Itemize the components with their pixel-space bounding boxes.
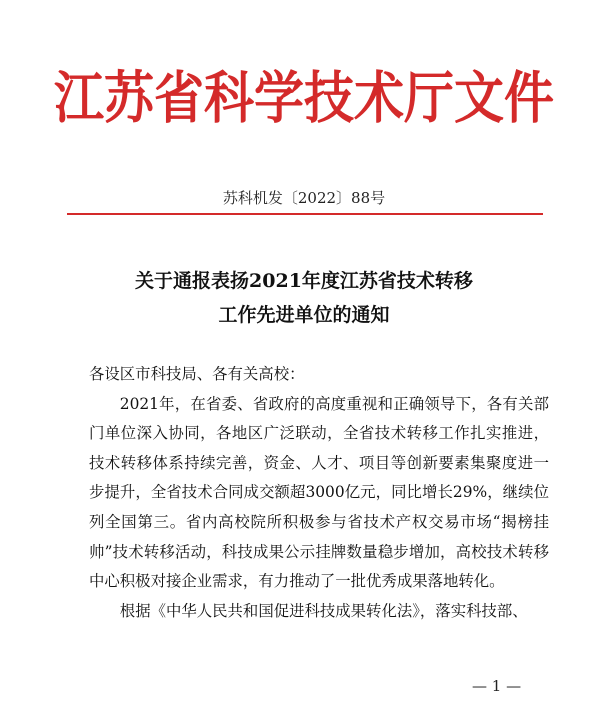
- notice-title-line-2: 工作先进单位的通知: [218, 304, 390, 326]
- red-divider-line: [67, 213, 543, 215]
- document-header-title: 江苏省科学技术厅文件: [54, 65, 554, 132]
- document-number: 苏科机发〔2022〕88号: [222, 189, 386, 207]
- page-number: — 1 —: [472, 677, 522, 695]
- notice-title: [0, 264, 608, 332]
- body-paragraph-2: 根据《中华人民共和国促进科技成果转化法》，落实科技部、: [119, 601, 528, 620]
- notice-title-line-1: 关于通报表扬2021年度江苏省技术转移: [135, 270, 473, 292]
- body-paragraph-1: 2021年，在省委、省政府的高度重视和正确领导下，各有关部门单位深入协同，各地区广泛联动，全省技术转移工作扎实推进，技术转移体系持续完善，资金、人才、项目等创新要素集聚度进一步提升，全省技术合同成交额超3000亿元，同比增长29%，继续位列全国第三。省内高校院所积极参与省技术产权交易市场“揭榜挂帅”技术转移活动，科技成果公示挂牌数量稳步增加，高校技术转移中心积极对接企业需求，有力推动了一批优秀成果落地转化。: [89, 394, 549, 591]
- salutation: 各设区市科技局、各有关高校：: [89, 365, 305, 383]
- document-body: [89, 360, 549, 626]
